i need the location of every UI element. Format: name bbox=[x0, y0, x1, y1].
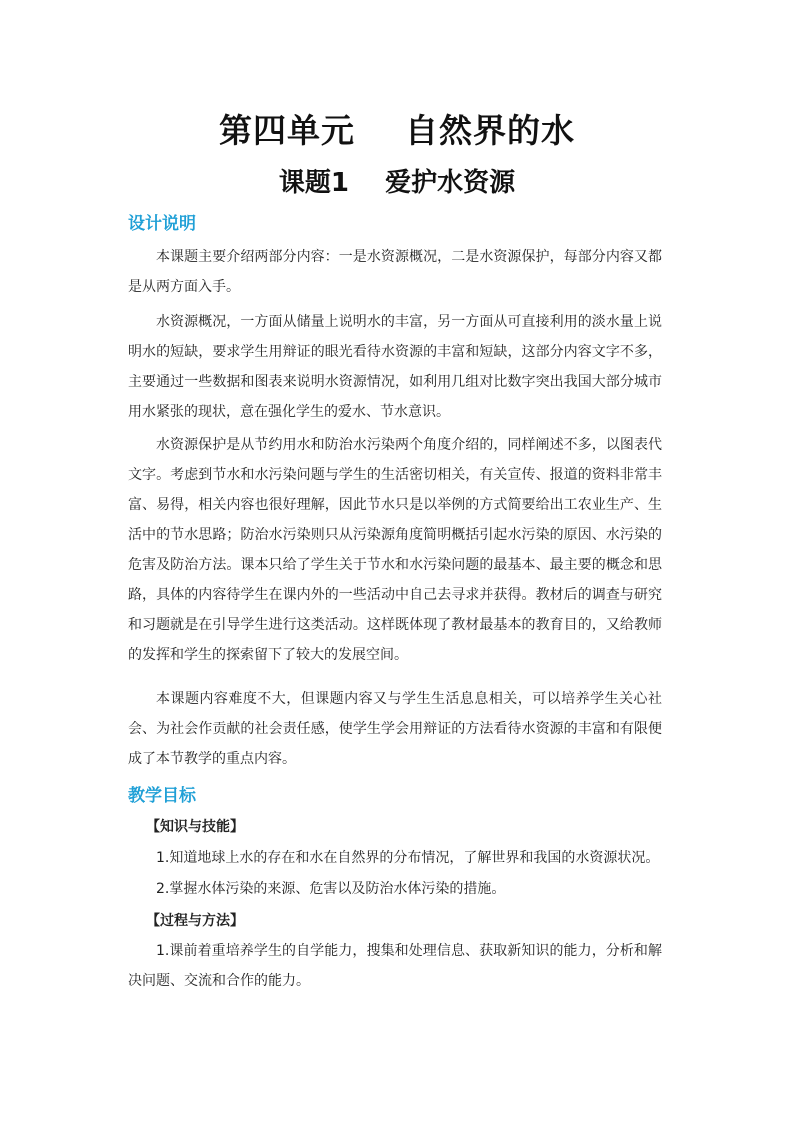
design-paragraph: 本课题主要介绍两部分内容：一是水资源概况，二是水资源保护，每部分内容又都是从两方面入手。 bbox=[128, 249, 662, 295]
knowledge-item: 1.知道地球上水的存在和水在自然界的分布情况，了解世界和我国的水资源状况。 bbox=[156, 850, 660, 866]
unit-title: 第四单元 自然界的水 bbox=[219, 111, 575, 150]
design-paragraph: 水资源保护是从节约用水和防治水污染两个角度介绍的，同样阐述不多，以图表代文字。考虑到节水和水污染问题与学生的生活密切相关，有关宣传、报道的资料非常丰富、易得，相关内容也很好理解，因此节水只是以举例的方式简要给出工农业生产、生活中的节水思路；防治水污染则只从污染源角度简明概括引起水污染的原因、水污染的危害及防治方法。课本只给了学生关于节水和水污染问题的最基本、最主要的概念和思路，具体的内容待学生在课内外的一些活动中自己去寻求并获得。教材后的调查与研究和习题就是在引导学生进行这类活动。这样既体现了教材最基本的教育目的，又给教师的发挥和学生的探索留下了较大的发展空间。 bbox=[128, 437, 662, 663]
design-paragraph: 水资源概况，一方面从储量上说明水的丰富，另一方面从可直接利用的淡水量上说明水的短缺，要求学生用辩证的眼光看待水资源的丰富和短缺，这部分内容文字不多，主要通过一些数据和图表来说明水资源情况，如利用几组对比数字突出我国大部分城市用水紧张的现状，意在强化学生的爱水、节水意识。 bbox=[128, 314, 662, 420]
process-label: 【过程与方法】 bbox=[146, 913, 244, 929]
process-item: 1.课前着重培养学生的自学能力，搜集和处理信息、获取新知识的能力，分析和解决问题、交流和合作的能力。 bbox=[128, 943, 662, 989]
knowledge-item: 2.掌握水体污染的来源、危害以及防治水体污染的措施。 bbox=[156, 881, 506, 897]
design-heading: 设计说明 bbox=[128, 214, 196, 234]
lesson-title: 课题1 爱护水资源 bbox=[278, 168, 516, 198]
design-paragraph: 本课题内容难度不大，但课题内容又与学生生活息息相关，可以培养学生关心社会、为社会作贡献的社会责任感，使学生学会用辩证的方法看待水资源的丰富和有限便成了本节教学的重点内容。 bbox=[128, 691, 662, 767]
knowledge-label: 【知识与技能】 bbox=[146, 819, 244, 835]
goals-heading: 教学目标 bbox=[128, 786, 196, 806]
